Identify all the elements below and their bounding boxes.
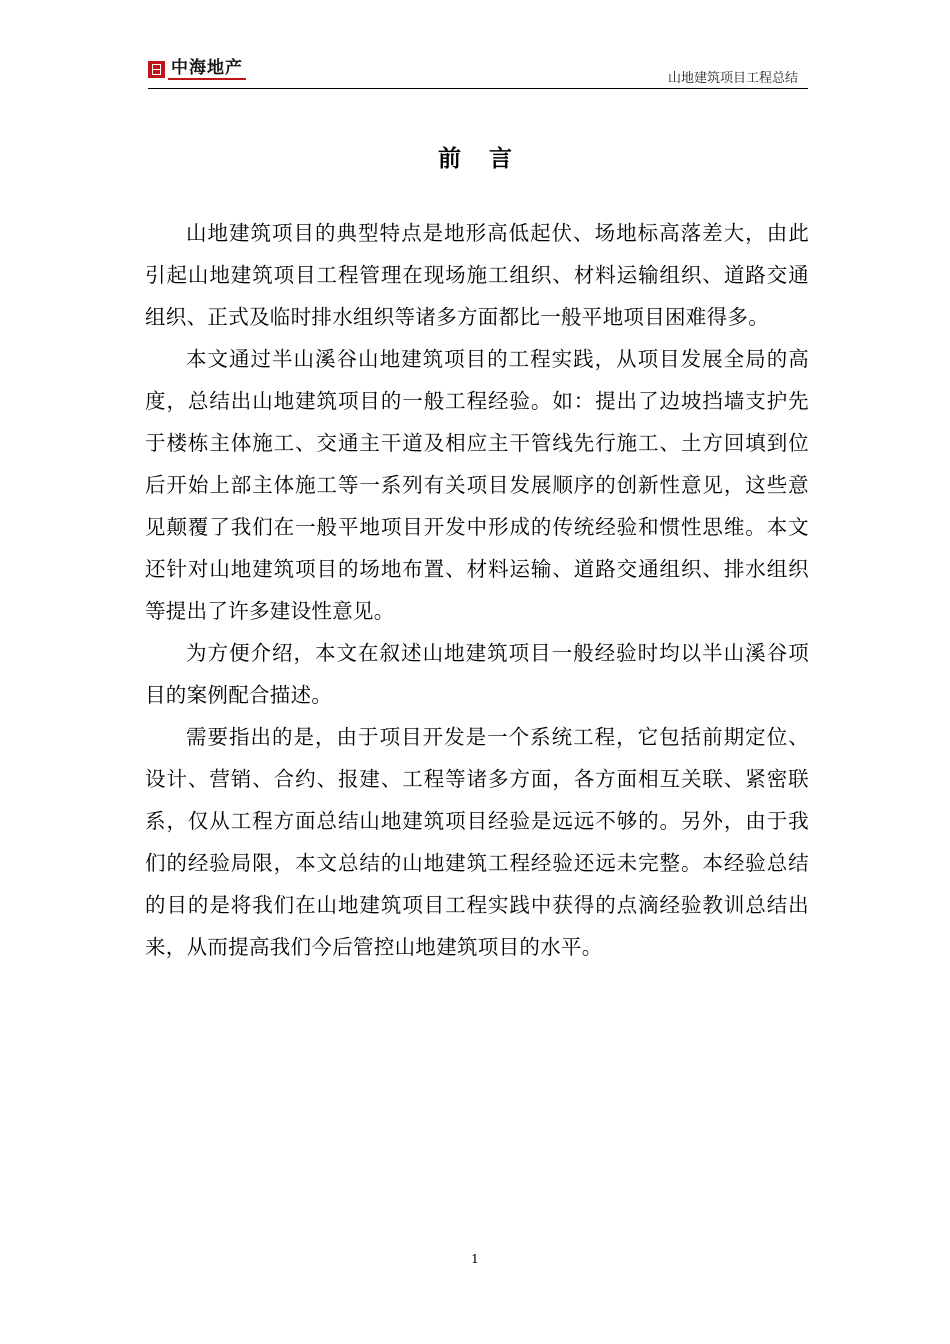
paragraph: 需要指出的是，由于项目开发是一个系统工程，它包括前期定位、设计、营销、合约、报建、工程等诸多方面，各方面相互关联、紧密联系，仅从工程方面总结山地建筑项目经验是远远不够的。另外，由于我们的经验局限，本文总结的山地建筑工程经验还远未完整。本经验总结的目的是将我们在山地建筑项目工程实践中获得的点滴经验教训总结出来，从而提高我们今后管控山地建筑项目的水平。	[145, 725, 809, 959]
logo-mark-icon	[148, 61, 165, 78]
company-logo	[148, 58, 246, 80]
paragraph: 为方便介绍，本文在叙述山地建筑项目一般经验时均以半山溪谷项目的案例配合描述。	[145, 641, 809, 707]
paragraph: 本文通过半山溪谷山地建筑项目的工程实践，从项目发展全局的高度，总结出山地建筑项目的一般工程经验。如：提出了边坡挡墙支护先于楼栋主体施工、交通主干道及相应主干管线先行施工、土方回填到位后开始上部主体施工等一系列有关项目发展顺序的创新性意见，这些意见颠覆了我们在一般平地项目开发中形成的传统经验和惯性思维。本文还针对山地建筑项目的场地布置、材料运输、道路交通组织、排水组织等提出了许多建设性意见。	[145, 347, 809, 623]
page-number: 1	[471, 1252, 479, 1266]
document-body	[145, 212, 809, 968]
logo-text: 中海地产	[168, 58, 246, 80]
header-divider	[148, 88, 808, 89]
page-title: 前言	[438, 146, 540, 172]
page-header	[148, 52, 808, 92]
paragraph: 山地建筑项目的典型特点是地形高低起伏、场地标高落差大，由此引起山地建筑项目工程管理在现场施工组织、材料运输组织、道路交通组织、正式及临时排水组织等诸多方面都比一般平地项目困难得多。	[145, 221, 809, 329]
header-document-title: 山地建筑项目工程总结	[667, 71, 798, 86]
